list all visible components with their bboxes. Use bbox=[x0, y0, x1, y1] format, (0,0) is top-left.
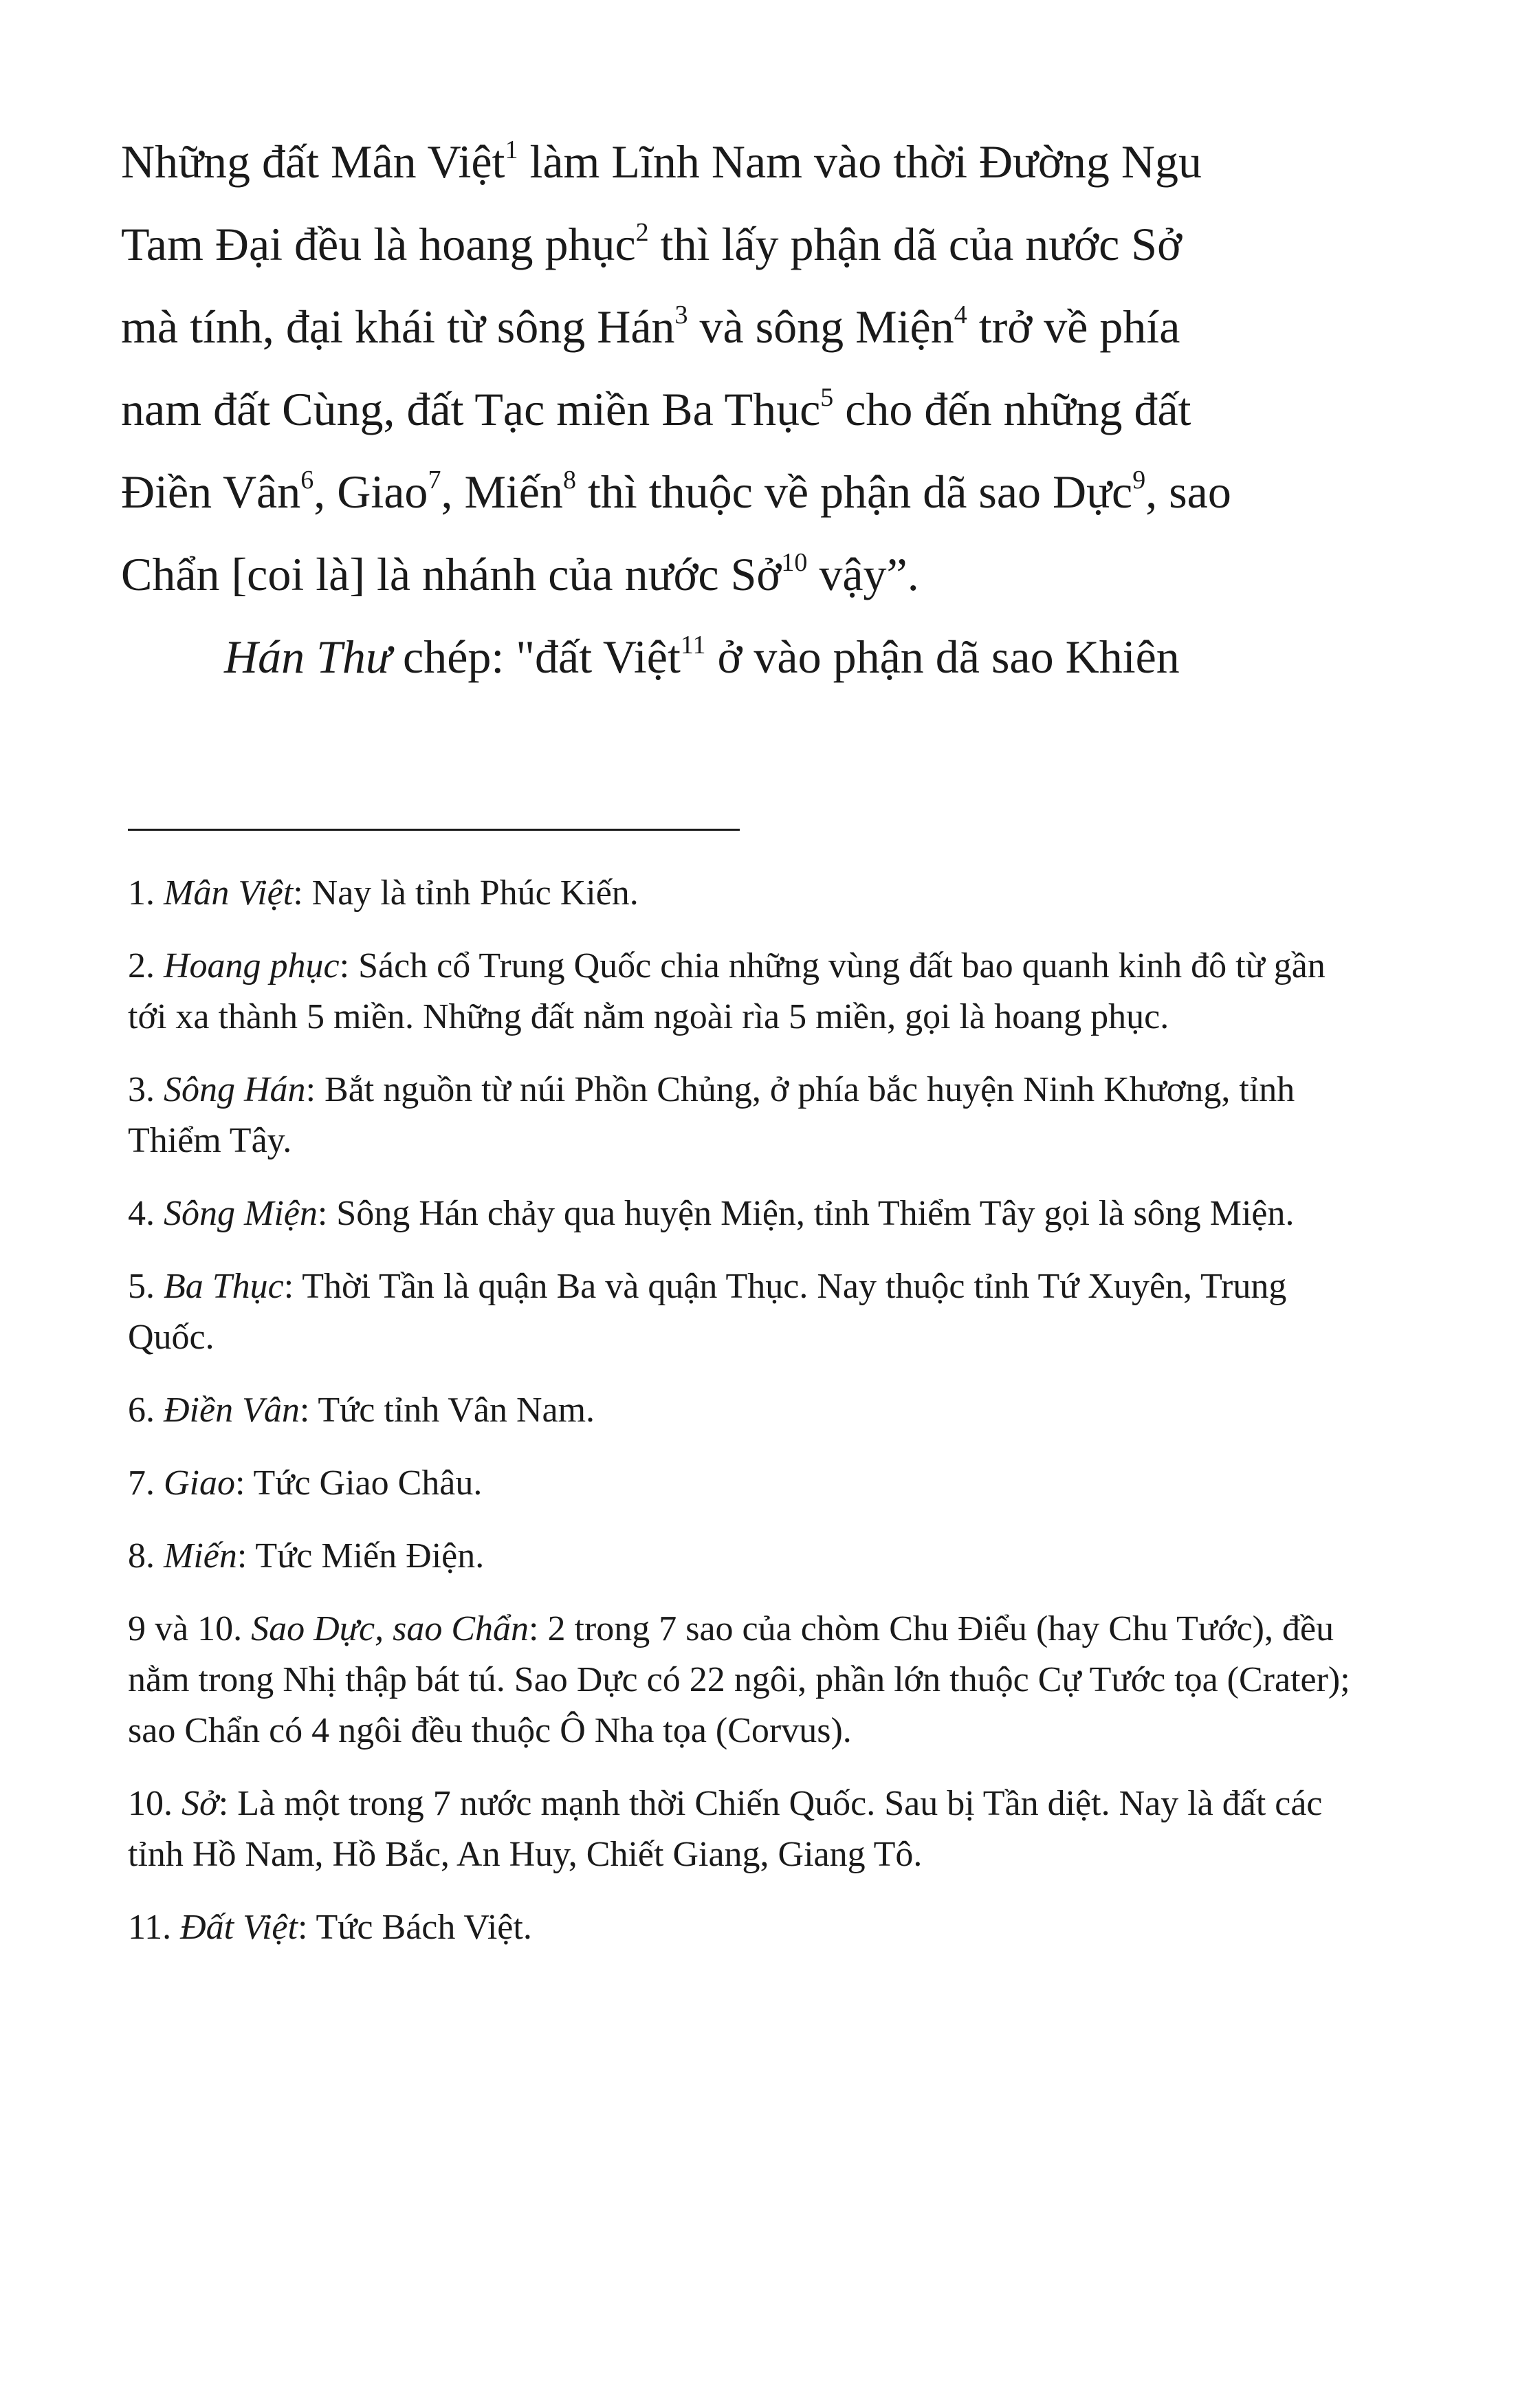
footnote-ref: 6 bbox=[300, 466, 314, 495]
text-line: Những đất Mân Việt$^1$ làm Lĩnh Nam vào thời Đường Ngu bbox=[121, 135, 1202, 188]
footnote: 11. Đất Việt: Tức Bách Việt. bbox=[128, 1908, 532, 1947]
paragraph-1 bbox=[121, 120, 1365, 616]
main-text bbox=[121, 120, 1365, 698]
text-line: mà tính, đại khái từ sông Hán$^3$ và sông Miện$^4$ trở về phía bbox=[121, 301, 1180, 353]
footnote: 1. Mân Việt: Nay là tỉnh Phúc Kiến. bbox=[128, 873, 639, 913]
footnote-ref: 2 bbox=[635, 218, 649, 248]
footnote-ref: 11 bbox=[680, 631, 706, 660]
footnote-divider bbox=[128, 829, 740, 831]
footnote: 8. Miến: Tức Miến Điện. bbox=[128, 1536, 485, 1576]
footnote-ref: 3 bbox=[674, 301, 688, 330]
footnote-ref: 7 bbox=[428, 466, 441, 495]
footnote-ref: 4 bbox=[954, 301, 967, 330]
footnote: 9 và 10. Sao Dực, sao Chẩn: 2 trong 7 sao của chòm Chu Điểu (hay Chu Tước), đều nằm trong Nhị thập bát tú. Sao Dực có 22 ngôi, phần lớn thuộc Cự Tước tọa (Crater); sao Chẩn có 4 ngôi đều thuộc Ô Nha tọa (Corvus). bbox=[128, 1609, 1350, 1750]
footnote: 10. Sở: Là một trong 7 nước mạnh thời Chiến Quốc. Sau bị Tần diệt. Nay là đất các tỉnh Hồ Nam, Hồ Bắc, An Huy, Chiết Giang, Giang Tô. bbox=[128, 1784, 1323, 1874]
footnote-ref: 9 bbox=[1132, 466, 1146, 495]
footnote-ref: 5 bbox=[820, 383, 834, 413]
text-line: Chẩn [coi là] là nhánh của nước Sở$^{10}$ vậy”. bbox=[121, 548, 919, 600]
footnote-ref: 1 bbox=[505, 135, 518, 165]
footnote-ref: 10 bbox=[781, 548, 808, 578]
footnote: 2. Hoang phục: Sách cổ Trung Quốc chia những vùng đất bao quanh kinh đô từ gần tới xa thành 5 miền. Những đất nằm ngoài rìa 5 miền, gọi là hoang phục. bbox=[128, 946, 1326, 1036]
text-line: Hán Thư chép: "đất Việt$^{11}$ ở vào phận dã sao Khiên bbox=[224, 631, 1180, 683]
text-line: Điền Vân$^6$, Giao$^7$, Miến$^8$ thì thuộc về phận dã sao Dực$^9$, sao bbox=[121, 466, 1231, 518]
paragraph-2 bbox=[121, 616, 1365, 698]
text-line: nam đất Cùng, đất Tạc miền Ba Thục$^5$ cho đến những đất bbox=[121, 383, 1191, 435]
footnotes bbox=[128, 868, 1372, 1975]
text-line: Tam Đại đều là hoang phục$^2$ thì lấy phận dã của nước Sở bbox=[121, 218, 1182, 270]
footnote: 5. Ba Thục: Thời Tần là quận Ba và quận Thục. Nay thuộc tỉnh Tứ Xuyên, Trung Quốc. bbox=[128, 1267, 1287, 1357]
footnote-ref: 8 bbox=[562, 466, 576, 495]
footnote: 3. Sông Hán: Bắt nguồn từ núi Phồn Chủng, ở phía bắc huyện Ninh Khương, tỉnh Thiểm Tây. bbox=[128, 1070, 1295, 1160]
footnote: 4. Sông Miện: Sông Hán chảy qua huyện Miện, tỉnh Thiểm Tây gọi là sông Miện. bbox=[128, 1194, 1295, 1233]
footnote: 7. Giao: Tức Giao Châu. bbox=[128, 1463, 483, 1503]
book-title: Hán Thư bbox=[224, 631, 392, 683]
footnote: 6. Điền Vân: Tức tỉnh Vân Nam. bbox=[128, 1391, 595, 1430]
